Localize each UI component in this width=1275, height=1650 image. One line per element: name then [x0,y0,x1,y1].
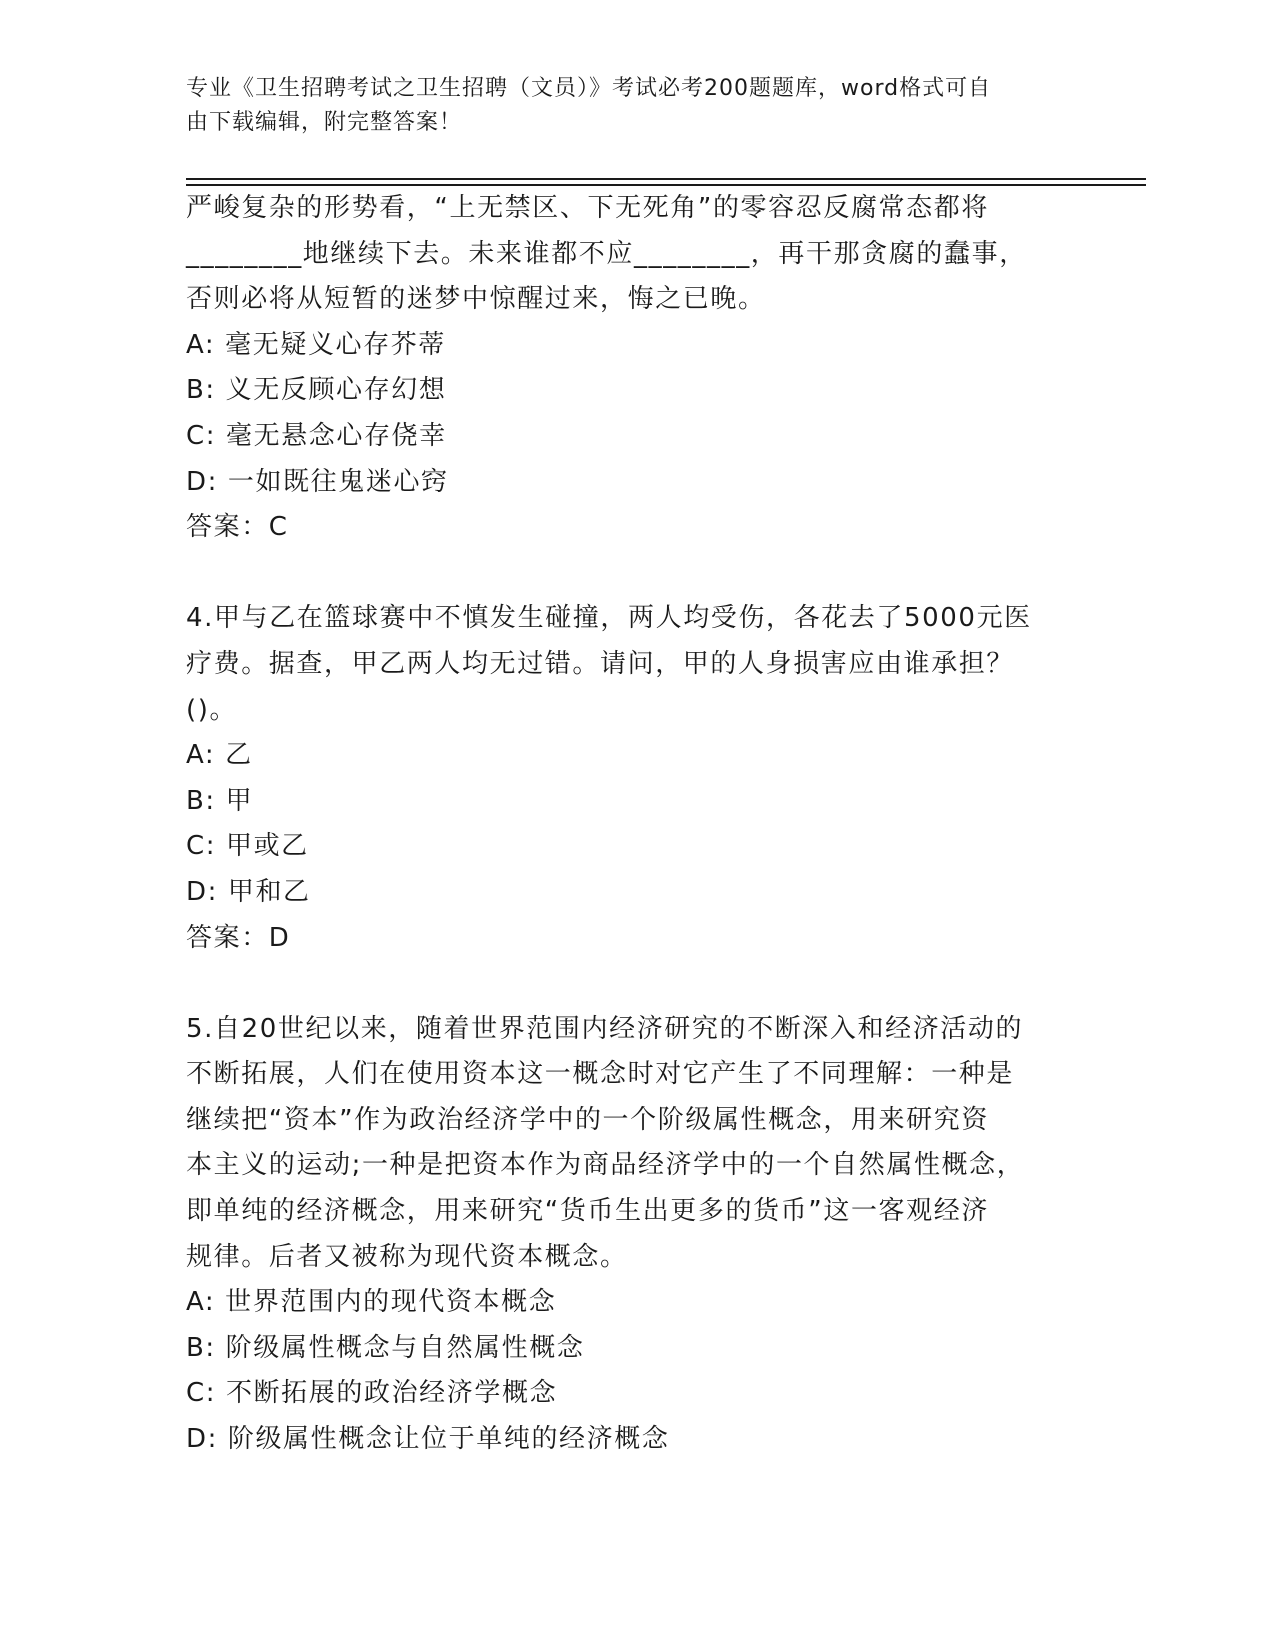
question-stem-line: 5.自20世纪以来，随着世界范围内经济研究的不断深入和经济活动的 [186,1013,1024,1044]
option-b: B: 阶级属性概念与自然属性概念 [186,1332,585,1363]
option-a: A: 毫无疑义心存芥蒂 [186,329,446,360]
question-4 [186,596,1086,961]
option-b: B: 义无反顾心存幻想 [186,375,447,406]
answer-line: 答案：C [186,512,289,543]
header-divider-top [186,178,1146,180]
spacer [186,961,1086,1007]
option-d: D: 甲和乙 [186,876,311,907]
question-stem-line: 继续把“资本”作为政治经济学中的一个阶级属性概念，用来研究资 [186,1104,989,1135]
question-stem-line: 严峻复杂的形势看，“上无禁区、下无死角”的零容忍反腐常态都将 [186,193,989,223]
question-stem-line: 本主义的运动;一种是把资本作为商品经济学中的一个自然属性概念， [186,1150,1025,1181]
spacer [186,551,1086,597]
question-stem-line: 否则必将从短暂的迷梦中惊醒过来，悔之已晚。 [186,284,766,315]
option-d: D: 一如既往鬼迷心窍 [186,466,449,497]
question-stem-line: 规律。后者又被称为现代资本概念。 [186,1241,628,1272]
header-line-1: 专业《卫生招聘考试之卫生招聘（文员）》考试必考200题题库，word格式可自 [186,76,992,101]
option-b: B: 甲 [186,785,254,816]
question-5 [186,1007,1086,1463]
option-c: C: 甲或乙 [186,831,309,862]
question-stem-line: 4.甲与乙在篮球赛中不慎发生碰撞，两人均受伤，各花去了5000元医 [186,603,1032,634]
answer-line: 答案：D [186,922,291,953]
page-header [186,72,1086,140]
question-3 [186,186,1086,551]
question-stem-line: 即单纯的经济概念，用来研究“货币生出更多的货币”这一客观经济 [186,1196,989,1227]
header-line-2: 由下载编辑，附完整答案！ [186,110,463,135]
question-stem-line: ()。 [186,694,238,725]
question-stem-line: 不断拓展，人们在使用资本这一概念时对它产生了不同理解：一种是 [186,1059,1015,1090]
option-c: C: 毫无悬念心存侥幸 [186,420,447,451]
question-stem-line: ________地继续下去。未来谁都不应________，再干那贪腐的蠢事， [186,238,1027,269]
question-stem-line: 疗费。据查，甲乙两人均无过错。请问，甲的人身损害应由谁承担？ [186,648,1015,679]
option-c: C: 不断拓展的政治经济学概念 [186,1378,558,1409]
option-a: A: 乙 [186,740,253,771]
option-d: D: 阶级属性概念让位于单纯的经济概念 [186,1424,670,1455]
document-body [186,186,1086,1463]
option-a: A: 世界范围内的现代资本概念 [186,1287,557,1318]
